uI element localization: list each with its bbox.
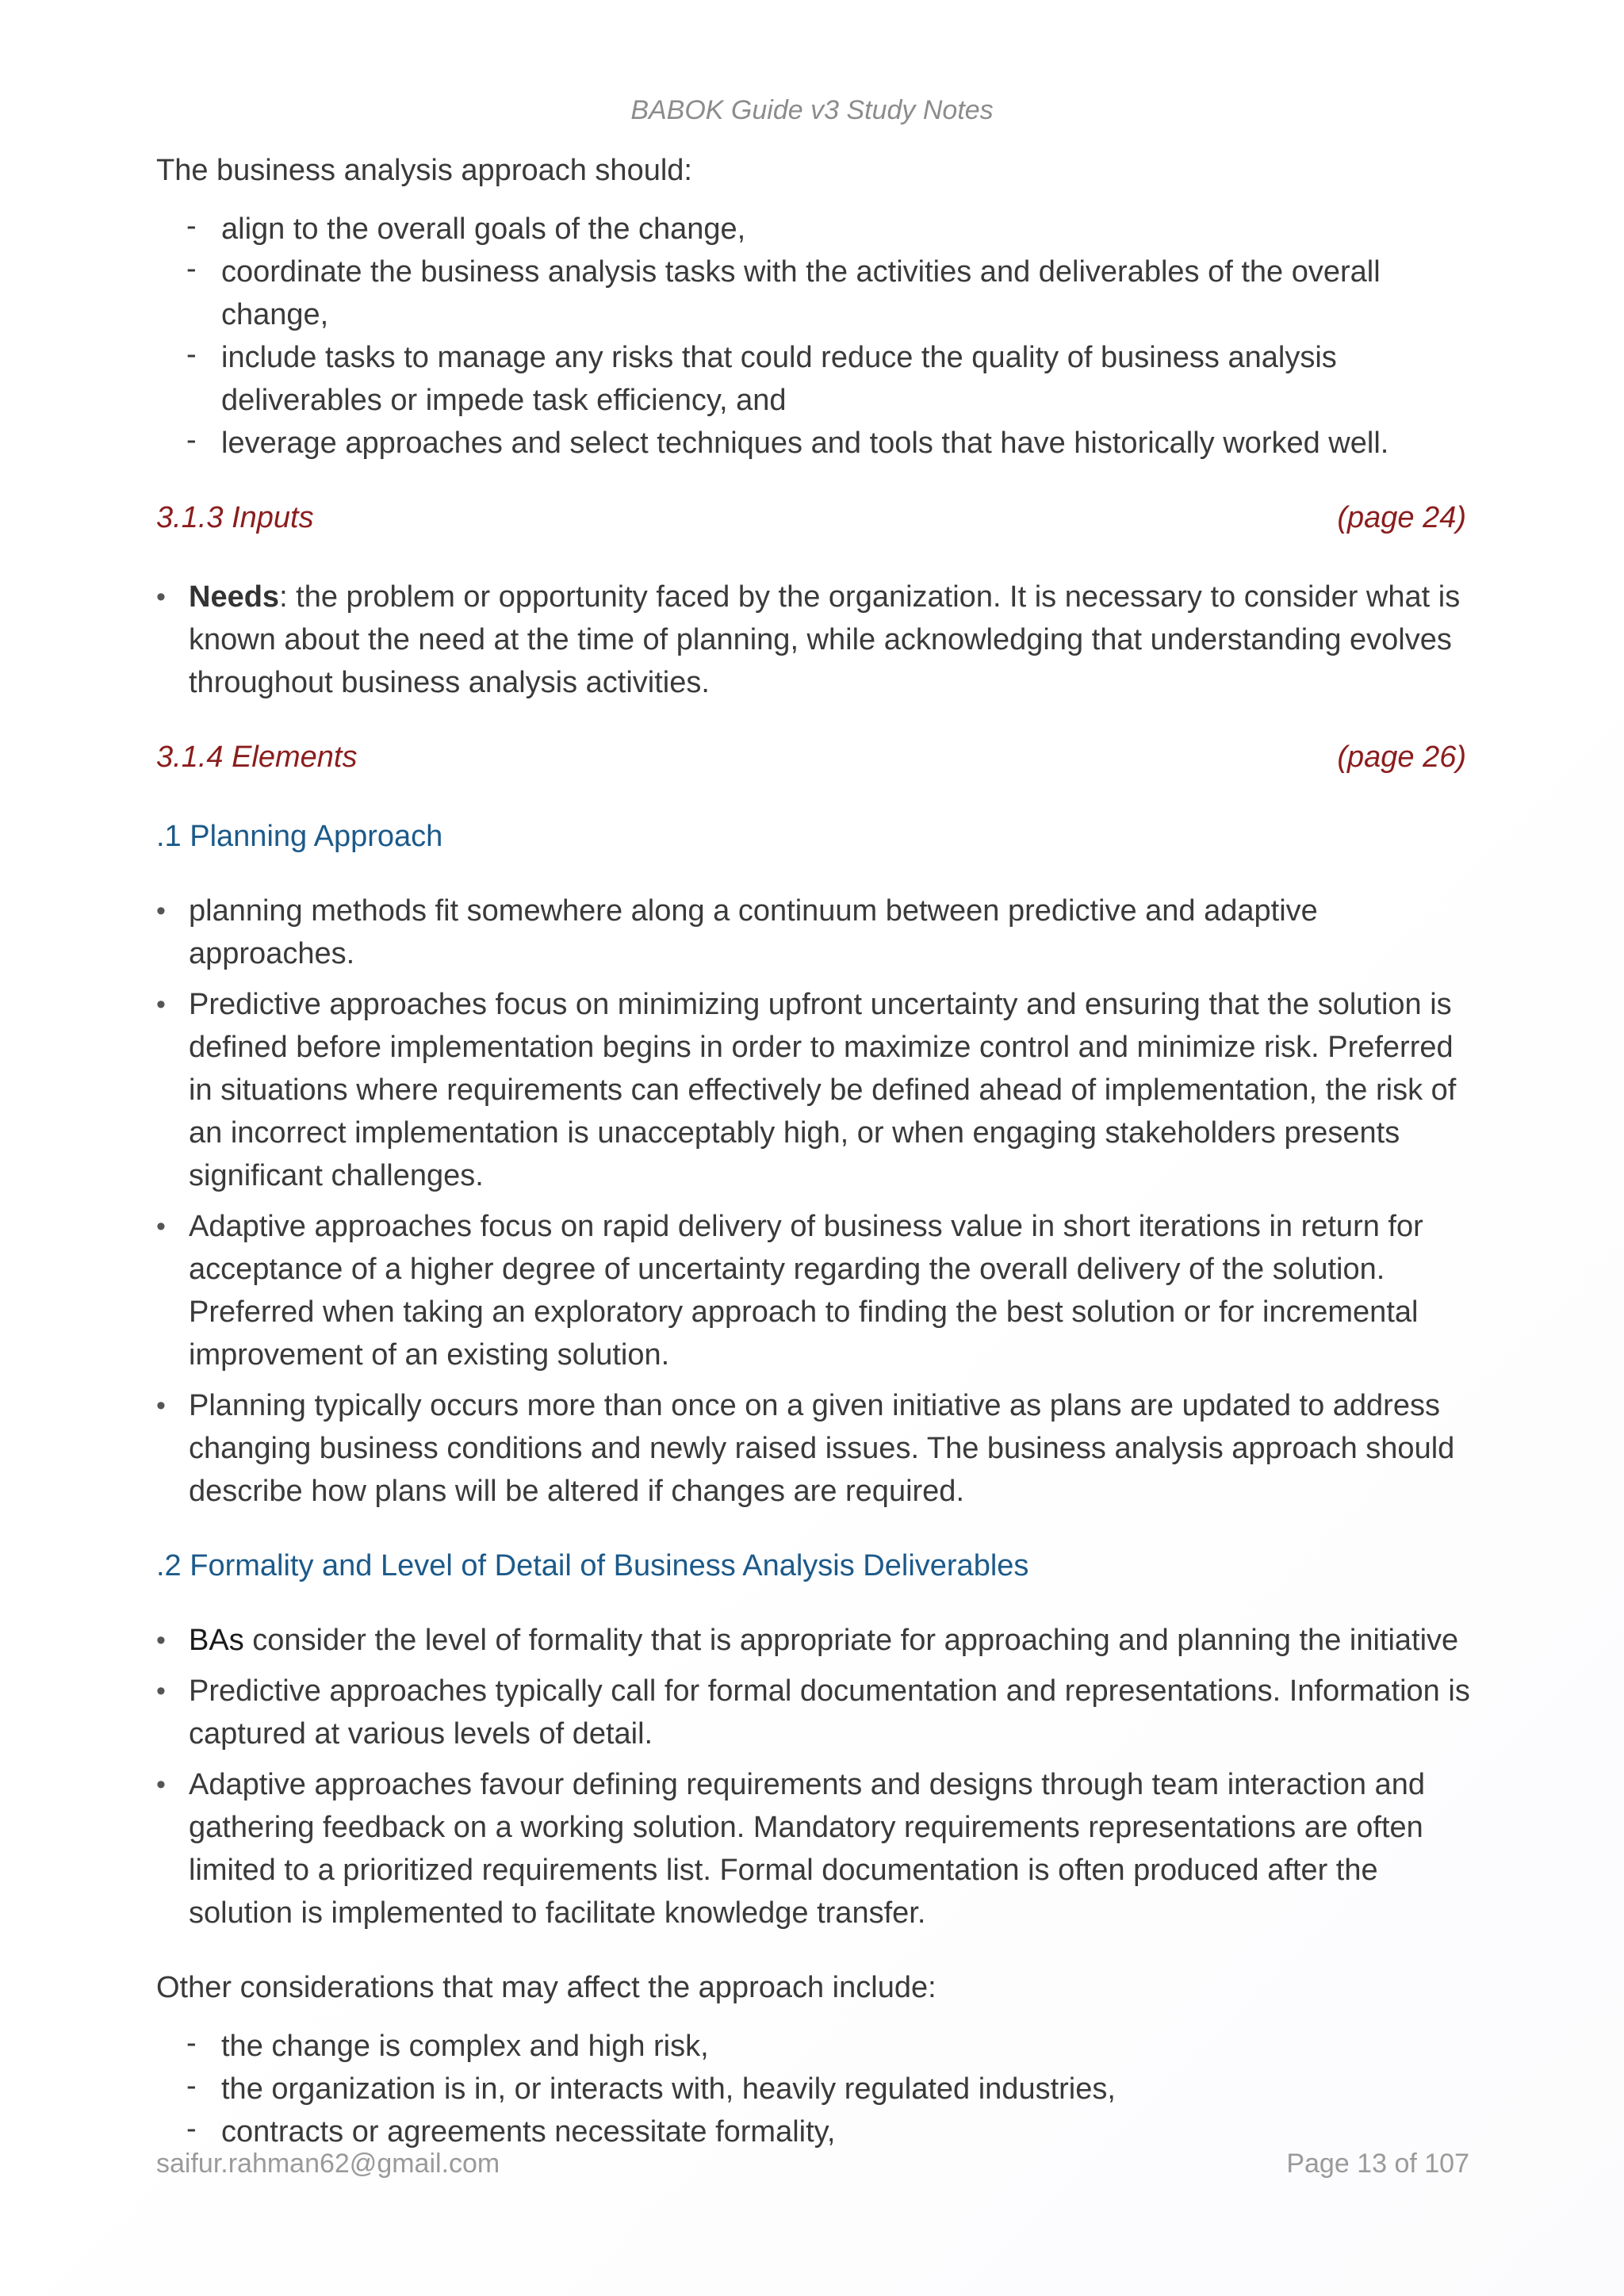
list-item xyxy=(156,890,1473,975)
list-item xyxy=(186,336,1473,422)
list-item-text: Predictive approaches typically call for formal documentation and representations. Information is captured at various levels of detail. xyxy=(189,1674,1470,1751)
list-item xyxy=(156,1670,1473,1755)
list-item xyxy=(186,2025,1473,2068)
dash-marker: - xyxy=(186,2026,197,2060)
formality-list xyxy=(156,1619,1473,1934)
list-item xyxy=(186,2110,1473,2153)
page-number: Page 13 of 107 xyxy=(1286,2149,1469,2179)
section-title: 3.1.4 Elements xyxy=(156,740,358,774)
list-item xyxy=(156,1763,1473,1934)
bullet-marker: • xyxy=(156,1211,166,1242)
page-content xyxy=(156,149,1473,2185)
list-item-text: Planning typically occurs more than once on a given initiative as plans are updated to address changing business conditions and newly raised issues. The business analysis approach should describe how plans will be altered if changes are required. xyxy=(189,1389,1455,1508)
list-item-text: Adaptive approaches favour defining requirements and designs through team interaction and gathering feedback on a working solution. Mandatory requirements representations are often limited to a prioritized requirements list. Formal documentation is often produced after the solution is implemented to facilitate knowledge transfer. xyxy=(189,1768,1426,1930)
approach-list xyxy=(156,208,1473,465)
list-item-text: leverage approaches and select techniques and tools that have historically worked well. xyxy=(221,427,1389,460)
bullet-marker: • xyxy=(156,989,166,1020)
list-item xyxy=(156,1205,1473,1376)
list-item xyxy=(186,2068,1473,2110)
input-term: Needs xyxy=(189,580,280,614)
list-item xyxy=(156,1619,1473,1662)
abbreviation-term: BAs xyxy=(189,1624,244,1657)
dash-marker: - xyxy=(186,2069,197,2103)
dash-marker: - xyxy=(186,252,197,285)
list-item-text: the organization is in, or interacts with, heavily regulated industries, xyxy=(221,2072,1116,2106)
inputs-list xyxy=(156,576,1473,704)
approach-intro: The business analysis approach should: xyxy=(156,154,692,187)
section-heading-elements xyxy=(156,736,1473,780)
bullet-marker: • xyxy=(156,1391,166,1421)
list-item xyxy=(186,251,1473,336)
planning-list xyxy=(156,890,1473,1513)
list-item-text: consider the level of formality that is appropriate for approaching and planning the initiative xyxy=(243,1624,1459,1657)
bullet-marker: • xyxy=(156,1770,166,1800)
bullet-marker: • xyxy=(156,1676,166,1706)
subheading-planning-approach: .1 Planning Approach xyxy=(156,820,443,853)
page-reference: (page 26) xyxy=(1337,740,1466,774)
list-item-text: coordinate the business analysis tasks with the activities and deliverables of the overall change, xyxy=(221,255,1381,331)
list-item-text: align to the overall goals of the change, xyxy=(221,212,746,246)
considerations-intro: Other considerations that may affect the approach include: xyxy=(156,1971,936,2004)
dash-marker: - xyxy=(186,338,197,371)
section-title: 3.1.3 Inputs xyxy=(156,501,314,534)
section-heading-inputs xyxy=(156,496,1473,541)
list-item-text: the change is complex and high risk, xyxy=(221,2030,709,2063)
bullet-marker: • xyxy=(156,896,166,926)
list-item xyxy=(186,422,1473,465)
bullet-marker: • xyxy=(156,582,166,612)
considerations-list xyxy=(156,2025,1473,2153)
list-item-text: include tasks to manage any risks that could reduce the quality of business analysis deliverables or impede task efficiency, and xyxy=(221,341,1337,417)
footer-email: saifur.rahman62@gmail.com xyxy=(156,2149,500,2179)
list-item-text: contracts or agreements necessitate formality, xyxy=(221,2115,836,2149)
list-item xyxy=(156,983,1473,1197)
running-header: BABOK Guide v3 Study Notes xyxy=(630,95,994,125)
list-item xyxy=(156,576,1473,704)
bullet-marker: • xyxy=(156,1625,166,1655)
page-reference: (page 24) xyxy=(1337,501,1466,534)
list-item xyxy=(186,208,1473,251)
list-item-text: Predictive approaches focus on minimizing upfront uncertainty and ensuring that the solution is defined before implementation begins in order to maximize control and minimize risk. Preferred in situations where requirements can effectively be defined ahead of implementation, the risk of an incorrect implementation is unacceptably high, or when engaging stakeholders presents significant challenges. xyxy=(189,988,1457,1192)
dash-marker: - xyxy=(186,209,197,243)
dash-marker: - xyxy=(186,423,197,457)
list-item-text: Adaptive approaches focus on rapid delivery of business value in short iterations in return for acceptance of a higher degree of uncertainty regarding the overall delivery of the solution. Preferred when taking an exploratory approach to finding the best solution or for incremental improvement of an existing solution. xyxy=(189,1210,1423,1372)
list-item xyxy=(156,1384,1473,1513)
input-description: : the problem or opportunity faced by the organization. It is necessary to consider what is known about the need at the time of planning, while acknowledging that understanding evolves throughout business analysis activities. xyxy=(189,580,1461,699)
list-item-text: planning methods fit somewhere along a continuum between predictive and adaptive approaches. xyxy=(189,894,1318,970)
subheading-formality: .2 Formality and Level of Detail of Business Analysis Deliverables xyxy=(156,1549,1029,1582)
dash-marker: - xyxy=(186,2112,197,2145)
